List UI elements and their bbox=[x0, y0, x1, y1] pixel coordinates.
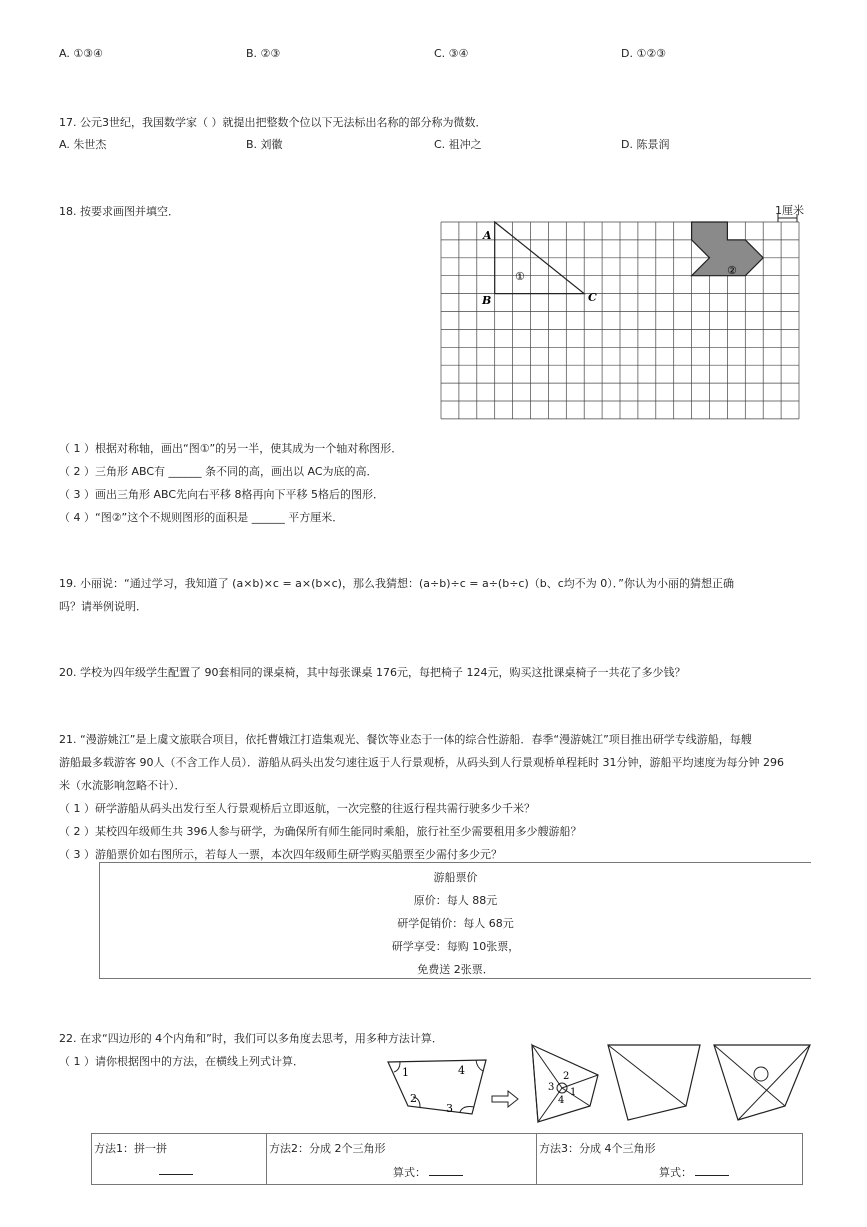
quad-assembled bbox=[532, 1045, 598, 1122]
quad-method-2 bbox=[608, 1045, 700, 1120]
methods-table bbox=[91, 1133, 803, 1185]
q21-item-2: （ 2 ）某校四年级师生共 396人参与研学，为确保所有师生能同时乘船，旅行社至少需要租用多少艘游船？ bbox=[59, 825, 582, 838]
q16-option-c: C. ③④ bbox=[434, 47, 469, 60]
svg-text:4: 4 bbox=[558, 1095, 565, 1106]
grid-figure bbox=[435, 212, 805, 424]
q17-option-d: D. 陈景润 bbox=[621, 138, 670, 151]
angle-label-4: 4 bbox=[458, 1064, 465, 1077]
point-label-c: C bbox=[588, 291, 597, 304]
q17-stem: 17. 公元3世纪，我国数学家（ ）就提出把整数个位以下无法标出名称的部分称为微数． bbox=[59, 116, 487, 129]
method-3-cell bbox=[537, 1134, 803, 1185]
angle-label-2: 2 bbox=[410, 1092, 417, 1105]
q18-stem: 18. 按要求画图并填空． bbox=[59, 205, 179, 218]
q22-stem: 22. 在求“四边形的 4个内角和”时，我们可以多角度去思考，用多种方法计算． bbox=[59, 1032, 443, 1045]
q22-item-1: （ 1 ）请你根据图中的方法，在横线上列式计算． bbox=[59, 1055, 304, 1068]
q19-line-2: 吗？请举例说明． bbox=[59, 600, 147, 613]
method-1-cell bbox=[92, 1134, 267, 1185]
method-1-answer-blank[interactable] bbox=[156, 1164, 196, 1178]
method-2-cell bbox=[267, 1134, 537, 1185]
ticket-line-2: 研学促销价：每人 68元 bbox=[397, 917, 514, 930]
ticket-line-3: 研学享受：每购 10张票， bbox=[391, 940, 520, 953]
q21-item-3: （ 3 ）游船票价如右图所示，若每人一票，本次四年级师生研学购买船票至少需付多少元？ bbox=[59, 848, 502, 861]
angle-label-3: 3 bbox=[446, 1102, 453, 1115]
q18-item-2: （ 2 ）三角形 ABC有 ______ 条不同的高，画出以 AC为底的高． bbox=[59, 465, 378, 478]
angle-label-1: 1 bbox=[402, 1066, 409, 1079]
q18-item-4: （ 4 ）“图②”这个不规则图形的面积是 ______ 平方厘米． bbox=[59, 511, 344, 524]
q17-option-c: C. 祖冲之 bbox=[434, 138, 482, 151]
svg-text:3: 3 bbox=[548, 1082, 555, 1093]
q16-option-b: B. ②③ bbox=[246, 47, 281, 60]
ticket-title: 游船票价 bbox=[433, 871, 478, 884]
method-1-label: 方法1：拼一拼 bbox=[94, 1142, 167, 1155]
ticket-line-1: 原价：每人 88元 bbox=[413, 894, 498, 907]
q16-option-a: A. ①③④ bbox=[59, 47, 103, 60]
q16-option-d: D. ①②③ bbox=[621, 47, 667, 60]
q18-item-1: （ 1 ）根据对称轴，画出“图①”的另一半，使其成为一个轴对称图形． bbox=[59, 442, 403, 455]
q20-stem: 20. 学校为四年级学生配置了 90套相同的课桌椅，其中每张课桌 176元，每把椅子 124元，购买这批课桌椅子一共花了多少钱？ bbox=[59, 666, 686, 679]
figure-label-2: ② bbox=[727, 264, 737, 277]
ticket-price-box bbox=[99, 862, 811, 979]
quadrilateral-diagrams bbox=[380, 1040, 815, 1125]
method-3-label: 方法3：分成 4个三角形 bbox=[539, 1142, 656, 1155]
q19-line-1: 19. 小丽说：“通过学习，我知道了 (a×b)×c = a×(b×c)，那么我猜想：(a÷b)÷c = a÷(b÷c)（b、c均不为 0）．”你认为小丽的猜想正确 bbox=[59, 577, 734, 590]
q18-item-3: （ 3 ）画出三角形 ABC先向右平移 8格再向下平移 5格后的图形． bbox=[59, 488, 385, 501]
q17-option-a: A. 朱世杰 bbox=[59, 138, 107, 151]
method-2-calc[interactable]: 算式： bbox=[393, 1164, 466, 1180]
ticket-line-4: 免费送 2张票． bbox=[417, 963, 494, 976]
q21-line-2: 游船最多载游客 90人（不含工作人员）．游船从码头出发匀速往返于人行景观桥，从码头到人行景观桥单程耗时 31分钟，游船平均速度为每分钟 296 bbox=[59, 756, 784, 769]
q21-item-1: （ 1 ）研学游船从码头出发行至人行景观桥后立即返航，一次完整的往返行程共需行驶多少千米？ bbox=[59, 802, 535, 815]
q17-option-b: B. 刘徽 bbox=[246, 138, 283, 151]
point-label-a: A bbox=[483, 229, 492, 242]
q21-line-1: 21. “漫游姚江”是上虞文旅联合项目，依托曹娥江打造集观光、餐饮等业态于一体的综合性游船．春季“漫游姚江”项目推出研学专线游船，每艘 bbox=[59, 733, 752, 746]
point-label-b: B bbox=[482, 294, 492, 307]
q21-line-3: 米（水流影响忽略不计）． bbox=[59, 779, 186, 792]
arrow-icon bbox=[492, 1091, 518, 1107]
svg-text:2: 2 bbox=[563, 1071, 570, 1082]
scale-label: 1厘米 bbox=[775, 204, 804, 217]
method-3-calc[interactable]: 算式： bbox=[659, 1164, 732, 1180]
figure-label-1: ① bbox=[515, 270, 525, 283]
method-2-label: 方法2：分成 2个三角形 bbox=[269, 1142, 386, 1155]
svg-text:1: 1 bbox=[570, 1087, 577, 1098]
quad-method-3 bbox=[714, 1045, 810, 1120]
